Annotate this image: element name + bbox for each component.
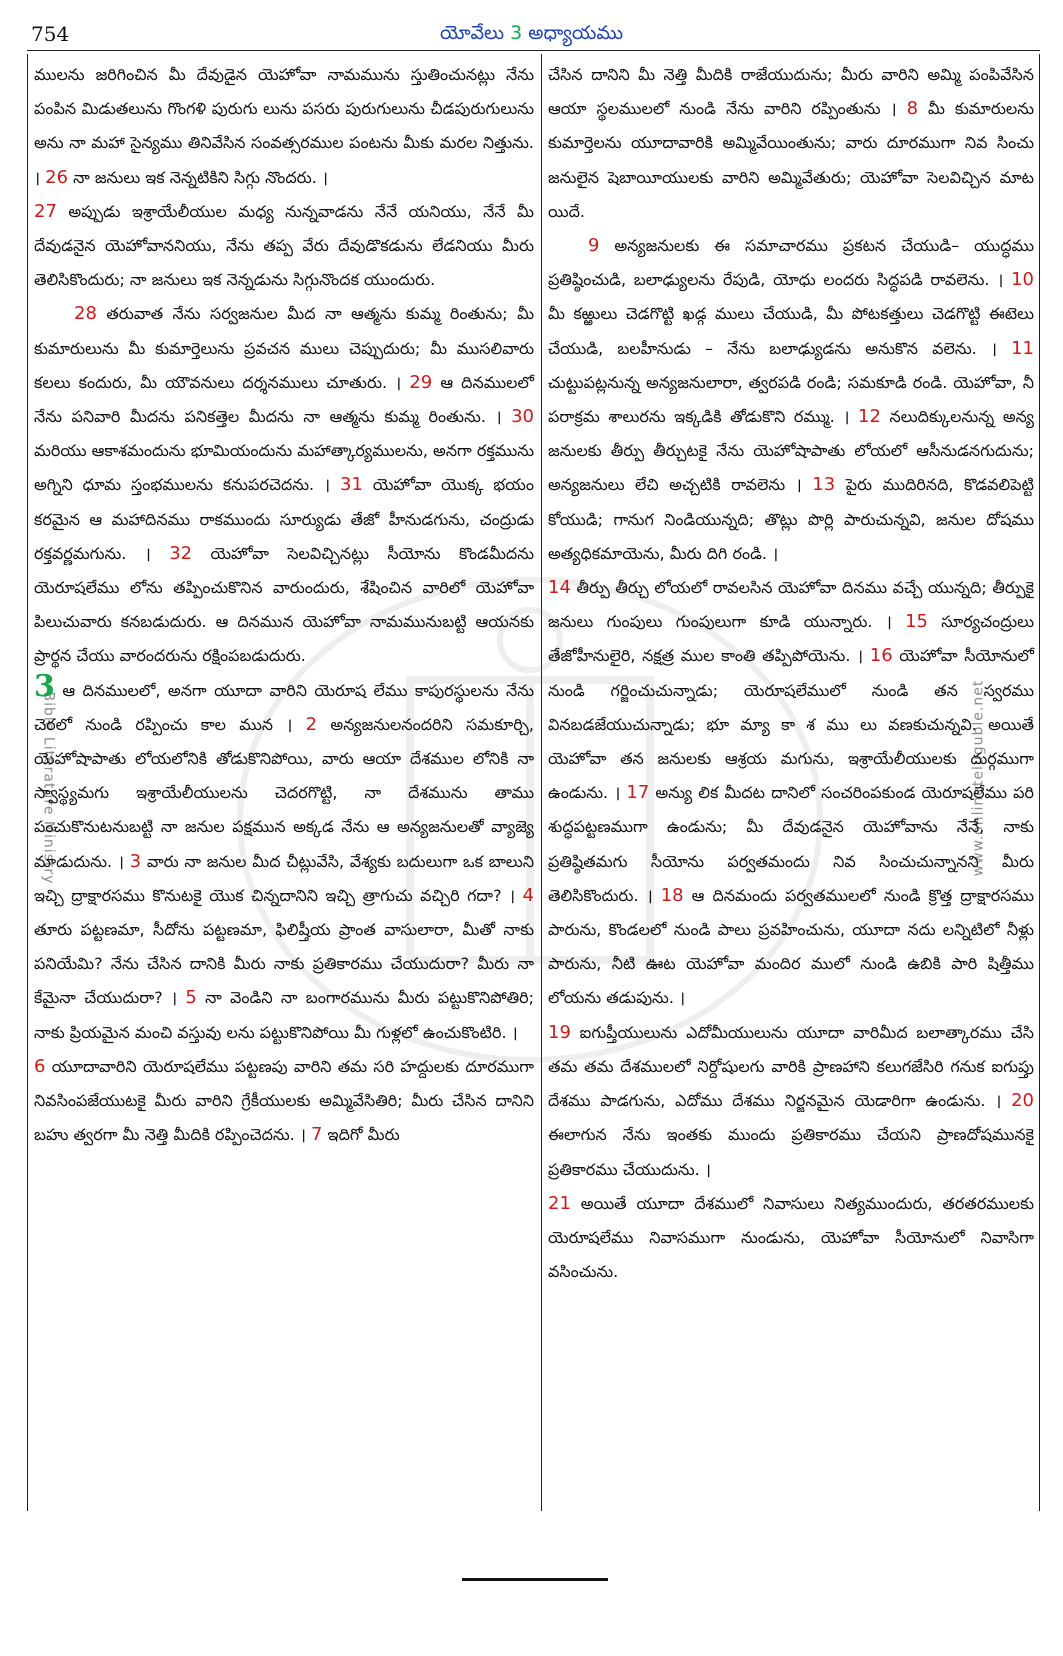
verse-text: మీ కఱ్ఱులు చెడగొట్టి ఖడ్గ ములు చేయుడి, మీ పోటకత్తులు చెడగొట్టి ఈటెలు చేయుడి, బలహీనుడు – నేను బలాఢ్యుడను అనుకొన వలెను. ।: [548, 304, 1034, 358]
running-title-chapter: 3: [510, 22, 523, 44]
side-watermark-left: Bible Literature Ministry: [40, 691, 57, 885]
left-border: [27, 54, 28, 1511]
right-text-column: [548, 58, 1034, 1289]
verse-number: 20: [1011, 1090, 1034, 1112]
verse-text: అయితే యూదా దేశములో నివాసులు నిత్యముందురు, తరతరములకు యెరూషలేము నివాసముగా నుండును, యెహోవా సీయోనులో నివాసిగా వసించును.: [548, 1193, 1034, 1282]
verse-number: 6: [34, 1055, 46, 1077]
paragraph: [548, 1187, 1034, 1290]
verse-text: పైరు ముదిరినది, కొడవలిపెట్టి కోయుడి; గానుగ నిండియున్నది; తొట్లు పొర్లి పారుచున్నవి, జనుల దోషము అత్యధికమాయెను, మీరు దిగి రండి. ।: [548, 475, 1034, 563]
verse-number: 29: [409, 371, 433, 393]
verse-number: 19: [548, 1021, 571, 1043]
verse-number: 3: [129, 850, 142, 872]
paragraph: [548, 229, 1034, 571]
paragraph: [34, 58, 534, 195]
paragraph: [548, 58, 1034, 229]
verse-number: 4: [522, 884, 534, 906]
verse-number: 7: [311, 1124, 323, 1146]
verse-text: ఇదిగో మీరు: [322, 1125, 400, 1145]
verse-number: 13: [812, 474, 836, 496]
verse-text: మీ కుమారులను కుమార్తెలను యూదావారికి అమ్మివేయింతును; వారు దూరముగా నివ సించు జనులైన షెబాయీయులకు వారిని అమ్మివేతురు; యెహోవా సెలవిచ్చిన మాట యిదే.: [548, 99, 1034, 221]
paragraph: [34, 195, 534, 298]
verse-text: వారు నా జనుల మీద చీట్లువేసి, వేశ్యకు బదులుగా ఒక బాలుని ఇచ్చి ద్రాక్షారసము కొనుటకై యొక చిన్నదానిని ఇచ్చి త్రాగుచు వచ్చిరి గదా? ।: [34, 851, 534, 905]
verse-text: ఆ దినములలో, అనగా యూదా వారిని యెరూష లేము కాపురస్థులను నేను చెరలో నుండి రప్పించు కాల మున ।: [34, 680, 534, 734]
verse-text: అప్పుడు ఇశ్రాయేలీయుల మధ్య నున్నవాడను నేనే యనియు, నేనే మీ దేవుడనైన యెహోవాననియు, నేను తప్ప వేరు దేవుడొకడును లేడనియు మీరు తెలిసికొందురు; నా జనులు ఇక నెన్నడును సిగ్గునొందక యుందురు.: [34, 201, 534, 290]
right-border: [1039, 54, 1040, 1511]
verse-number: 31: [340, 474, 363, 496]
verse-number: 9: [588, 235, 600, 257]
verse-text: అన్యజనులనందరిని సమకూర్చి, యెహోషాపాతు లోయలోనికి తోడుకొనిపోయి, వారు ఆయా దేశముల లోనికి నా స్వాస్థ్యమగు ఇశ్రాయేలీయులను చెదరగొట్టి, నా దేశమును తాము పంచుకొనుటనుబట్టి నా జనుల పక్షమున అక్కడ నేను ఆ అన్యజనులతో వ్యాజ్యె మాడుదును. ।: [34, 714, 534, 871]
verse-text: సూర్యచంద్రులు తేజోహీనులైరి, నక్షత్ర ముల కాంతి తప్పిపోయెను. ।: [548, 612, 1035, 666]
verse-number: 28: [74, 303, 97, 325]
verse-number: 8: [906, 98, 919, 120]
verse-text: ఈలాగున నేను ఇంతకు ముందు ప్రతికారము చేయని ప్రాణదోషమునకై ప్రతికారము చేయుదును. ।: [548, 1125, 1034, 1179]
chapter-paragraph: [34, 668, 534, 1050]
verse-number: 14: [548, 577, 571, 599]
verse-number: 16: [869, 645, 893, 667]
verse-text: అన్యజనులకు ఈ సమాచారము ప్రకటన చేయుడి– యుద్ధము ప్రతిష్ఠించుడి, బలాఢ్యులను రేపుడి, యోధు లందరు సిద్ధపడి రావలెను. ।: [548, 236, 1034, 290]
end-of-page-rule: [462, 1578, 608, 1581]
verse-number: 21: [548, 1192, 571, 1214]
chapter-number: 3: [34, 668, 55, 704]
running-title-book: యోవేలు: [439, 22, 511, 44]
paragraph: [548, 1016, 1034, 1187]
verse-number: 32: [169, 542, 193, 564]
verse-text: యెహోవా సెలవిచ్చినట్లు సీయోను కొండమీదను యెరూషలేము లోను తప్పించుకొనిన వారుందురు, శేషించిన వారిలో యెహోవా పిలుచువారు కనబడుదురు. ఆ దినమున యెహోవా నామమునుబట్టి ఆయనకు ప్రార్థన చేయు వారందరును రక్షింపబడుదురు.: [34, 543, 534, 666]
verse-text: యూదావారిని యెరూషలేము పట్టణపు వారిని తమ సరి హద్దులకు దూరముగా నివసింపజేయుటకై మీరు వారిని గ్రేకీయులకు అమ్మివేసితిరి; మీరు చేసిన దానిని బహు త్వరగా మీ నెత్తి మీదికి రప్పించెదను. ।: [34, 1056, 534, 1145]
verse-number: 18: [660, 884, 684, 906]
verse-number: 17: [626, 782, 650, 804]
side-watermark-right: www.onlineteluguble.net: [970, 679, 987, 877]
verse-text: తరువాత నేను సర్వజనుల మీద నా ఆత్మను కుమ్మ రింతును; మీ కుమారులును మీ కుమార్తెలును ప్రవచన ములు చెప్పుదురు; మీ ముసలివారు కలలు కందురు, మీ యౌవనులు దర్శనములు చూతురు. ।: [34, 304, 534, 392]
paragraph: [34, 1050, 534, 1153]
verse-number: 11: [1011, 337, 1034, 359]
verse-text: అన్యు లిక మీదట దానిలో సంచరింపకుండ యెరూషలేము పరి శుద్ధపట్టణముగా ఉండును; మీ దేవుడనైన యెహోవాను నేనే, నాకు ప్రతిష్ఠితమగు సీయోను పర్వతమందు నివ సించుచున్నానని మీరు తెలిసికొందురు. ।: [548, 783, 1034, 905]
verse-number: 30: [511, 406, 534, 428]
paragraph: [34, 297, 534, 673]
page-number: 754: [31, 22, 70, 46]
verse-text: మరియు ఆకాశమందును భూమియందును మహాత్కార్యములను, అనగా రక్తమును అగ్నిని ధూమ స్తంభములను కనుపరచెదను. ।: [34, 441, 534, 495]
verse-number: 2: [305, 713, 318, 735]
verse-number: 26: [45, 166, 69, 188]
verse-text: నలుదిక్కులనున్న అన్య జనులకు తీర్పు తీర్చుటకై నేను యెహోషాపాతు లోయలో ఆసీనుడనగుదును; అన్యజనులు లేచి అచ్చటికి రావలెను ।: [548, 407, 1035, 495]
verse-text: చుట్టుపట్లనున్న అన్యజనులారా, త్వరపడి రండి; సమకూడి రండి. యెహోవా, నీ పరాక్రమ శాలురను ఇక్కడికి తోడుకొని రమ్ము. ।: [548, 372, 1034, 427]
verse-text: చేసిన దానిని మీ నెత్తి మీదికి రాజేయుదును; మీరు వారిని అమ్మి పంపివేసిన ఆయా స్థలములలో నుండి నేను వారిని రప్పింతును ।: [548, 65, 1034, 119]
paragraph: [548, 571, 1034, 1016]
verse-text: ములను జరిగించిన మీ దేవుడైన యెహోవా నామమును స్తుతించునట్లు నేను పంపిన మిడుతలును గొంగళి పురుగు లును పసరు పురుగులును చీడపురుగులును అను నా మహా సైన్యము తినివేసిన సంవత్సరముల పంటను మీకు మరల నిత్తును. ।: [34, 65, 534, 187]
verse-number: 10: [1011, 269, 1034, 291]
running-title-label: అధ్యాయము: [522, 22, 624, 44]
verse-text: ఆ దినములలో నేను పనివారి మీదను పనికత్తెల మీదను నా ఆత్మను కుమ్మ రింతును. ।: [34, 372, 534, 427]
verse-text: నా వెండిని నా బంగారమును మీరు పట్టుకొనిపోతిరి; నాకు ప్రియమైన మంచి వస్తువు లను పట్టుకొనిపోయి మీ గుళ్లలో ఉంచుకొంటిరి. ।: [34, 988, 534, 1042]
header-rule: [27, 50, 1040, 51]
verse-number: 12: [858, 406, 881, 428]
verse-number: 15: [905, 611, 928, 633]
verse-text: తీర్పు తీర్చు లోయలో రావలసిన యెహోవా దినము వచ్చే యున్నది; తీర్పుకై జనులు గుంపులు గుంపులుగా కూడి యున్నారు. ।: [548, 578, 1034, 632]
verse-number: 27: [34, 200, 57, 222]
verse-text: ఆ దినమందు పర్వతములలో నుండి క్రొత్త ద్రాక్షారసము పారును, కొండలలో నుండి పాలు ప్రవహించును, యూదా నదు లన్నిటిలో నీళ్లు పారును, నీటి ఊట యెహోవా మందిర ములో నుండి ఉబికి పారి షిత్తీము లోయను తడుపును. ।: [548, 885, 1034, 1008]
verse-text: నా జనులు ఇక నెన్నటికిని సిగ్గు నొందరు. ।: [68, 167, 328, 187]
verse-text: తూరు పట్టణమా, సీదోను పట్టణమా, ఫిలిష్తీయ ప్రాంత వాసులారా, మీతో నాకు పనియేమి? నేను చేసిన దానికి మీరు నాకు ప్రతికారము చేయుదురా? మీరు నా కేమైనా చేయుదురా? ।: [34, 920, 534, 1008]
verse-text: యెహోవా సీయోనులో నుండి గర్జించుచున్నాడు; యెరూషలేములో నుండి తన స్వరము వినబడజేయుచున్నాడు; భూ మ్యా కా శ ము లు వణకుచున్నవి. అయితే యెహోవా తన జనులకు ఆశ్రయ మగును, ఇశ్రాయేలీయులకు దుర్గముగా ఉండును. ।: [548, 646, 1034, 803]
verse-number: 5: [185, 987, 197, 1009]
left-text-column: [34, 58, 534, 1153]
running-title: [0, 22, 1063, 49]
verse-text: యెహోవా యొక్క భయం కరమైన ఆ మహాదినము రాకముందు సూర్యుడు తేజో హీనుడగును, చంద్రుడు రక్తవర్ణమగును. ।: [34, 475, 534, 563]
verse-text: ఐగుప్తీయులును ఎదోమీయులును యూదా వారిమీద బలాత్కారము చేసి తమ తమ దేశములలో నిర్దోషులగు వారికి ప్రాణహాని కలుగజేసిరి గనుక ఐగుప్తు దేశము పాడగును, ఎదోము దేశము నిర్జనమైన యెడారిగా ఉండును. ।: [548, 1022, 1034, 1111]
